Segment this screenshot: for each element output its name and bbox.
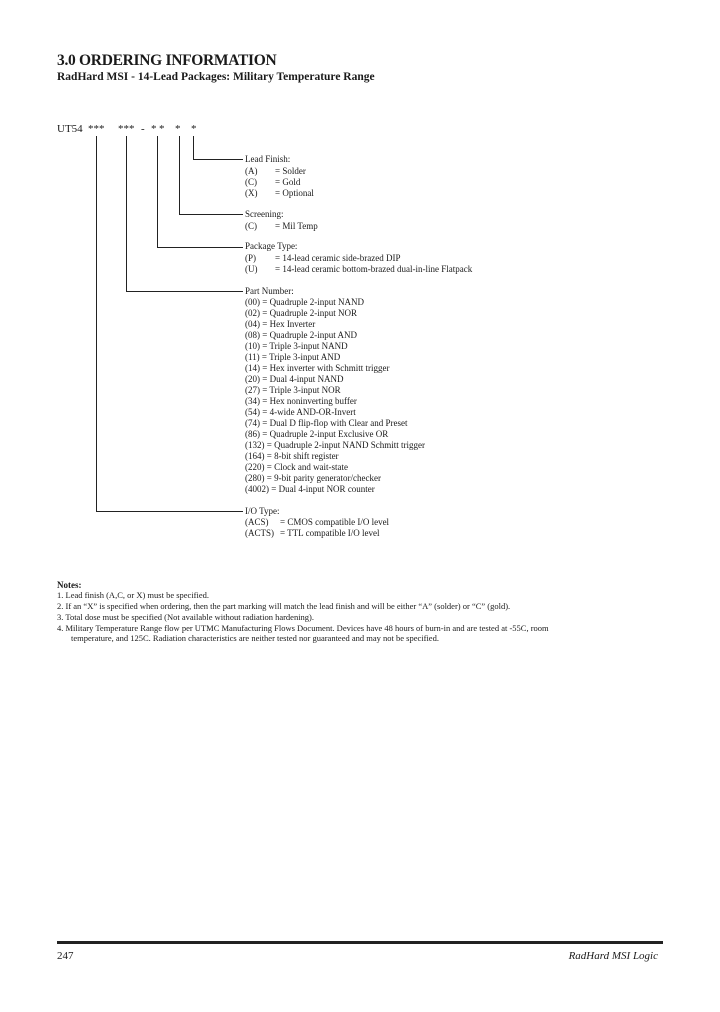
code-part6: * (191, 123, 197, 135)
list-item: (86) = Quadruple 2-input Exclusive OR (245, 429, 389, 439)
code-dash: - (141, 123, 145, 135)
list-item: (10) = Triple 3-input NAND (245, 341, 348, 351)
list-item: (00) = Quadruple 2-input NAND (245, 297, 365, 307)
io-type-title: I/O Type: (245, 506, 280, 516)
connector-package-h (157, 247, 243, 248)
package-code-u: (U) (245, 264, 258, 274)
screening-desc-c: = Mil Temp (275, 221, 318, 231)
list-item: (02) = Quadruple 2-input NOR (245, 308, 358, 318)
footer-divider (57, 941, 663, 944)
list-item: (132) = Quadruple 2-input NAND Schmitt trigger (245, 440, 426, 450)
io-desc-acts: = TTL compatible I/O level (280, 528, 380, 538)
list-item: (27) = Triple 3-input NOR (245, 385, 341, 395)
lead-finish-desc-c: = Gold (275, 177, 301, 187)
connector-lead-finish-v (193, 136, 194, 159)
notes-title: Notes: (57, 580, 82, 590)
connector-part-number-h (126, 291, 243, 292)
code-part4: * (159, 123, 165, 135)
part-number-list (245, 297, 425, 495)
connector-screening-h (179, 214, 243, 215)
code-part1: *** (88, 123, 105, 135)
screening-code-c: (C) (245, 221, 257, 231)
footer-title: RadHard MSI Logic (568, 950, 658, 962)
lead-finish-code-x: (X) (245, 188, 258, 198)
lead-finish-title: Lead Finish: (245, 154, 291, 164)
list-item: (74) = Dual D flip-flop with Clear and Preset (245, 418, 408, 428)
page-subheading: RadHard MSI - 14-Lead Packages: Military Temperature Range (57, 71, 375, 83)
code-part2: *** (118, 123, 135, 135)
io-code-acts: (ACTS) (245, 528, 274, 538)
page-heading: 3.0 ORDERING INFORMATION (57, 52, 277, 69)
code-prefix: UT54 (57, 123, 83, 135)
note-3: 3. Total dose must be specified (Not available without radiation hardening). (57, 612, 315, 622)
connector-screening-v (179, 136, 180, 214)
page-number: 247 (57, 950, 74, 962)
connector-part-number-v (126, 136, 127, 291)
list-item: (04) = Hex Inverter (245, 319, 316, 329)
note-4: 4. Military Temperature Range flow per UTMC Manufacturing Flows Document. Devices have 48 hours of burn-in and are tested at -55C, room (57, 623, 549, 633)
list-item: (4002) = Dual 4-input NOR counter (245, 484, 375, 494)
list-item: (280) = 9-bit parity generator/checker (245, 473, 382, 483)
connector-io-h (96, 511, 243, 512)
package-code-p: (P) (245, 253, 256, 263)
package-type-title: Package Type: (245, 241, 298, 251)
note-4-continuation: temperature, and 125C. Radiation characteristics are neither tested nor guaranteed and may not be specified. (71, 633, 439, 643)
connector-package-v (157, 136, 158, 247)
part-number-title: Part Number: (245, 286, 294, 296)
list-item: (34) = Hex noninverting buffer (245, 396, 357, 406)
list-item: (20) = Dual 4-input NAND (245, 374, 344, 384)
io-code-acs: (ACS) (245, 517, 269, 527)
list-item: (164) = 8-bit shift register (245, 451, 339, 461)
lead-finish-code-c: (C) (245, 177, 257, 187)
code-part3: * (151, 123, 157, 135)
list-item: (11) = Triple 3-input AND (245, 352, 341, 362)
lead-finish-desc-a: = Solder (275, 166, 306, 176)
list-item: (54) = 4-wide AND-OR-Invert (245, 407, 356, 417)
connector-io-v (96, 136, 97, 511)
screening-title: Screening: (245, 209, 284, 219)
io-desc-acs: = CMOS compatible I/O level (280, 517, 390, 527)
lead-finish-desc-x: = Optional (275, 188, 314, 198)
lead-finish-code-a: (A) (245, 166, 258, 176)
note-1: 1. Lead finish (A,C, or X) must be specified. (57, 590, 210, 600)
package-desc-u: = 14-lead ceramic bottom-brazed dual-in-line Flatpack (275, 264, 473, 274)
connector-lead-finish-h (193, 159, 243, 160)
package-desc-p: = 14-lead ceramic side-brazed DIP (275, 253, 401, 263)
list-item: (08) = Quadruple 2-input AND (245, 330, 358, 340)
list-item: (14) = Hex inverter with Schmitt trigger (245, 363, 390, 373)
list-item: (220) = Clock and wait-state (245, 462, 349, 472)
note-2: 2. If an “X” is specified when ordering, then the part marking will match the lead finish and will be either “A” (solder) or “C” (gold). (57, 601, 511, 611)
code-part5: * (175, 123, 181, 135)
